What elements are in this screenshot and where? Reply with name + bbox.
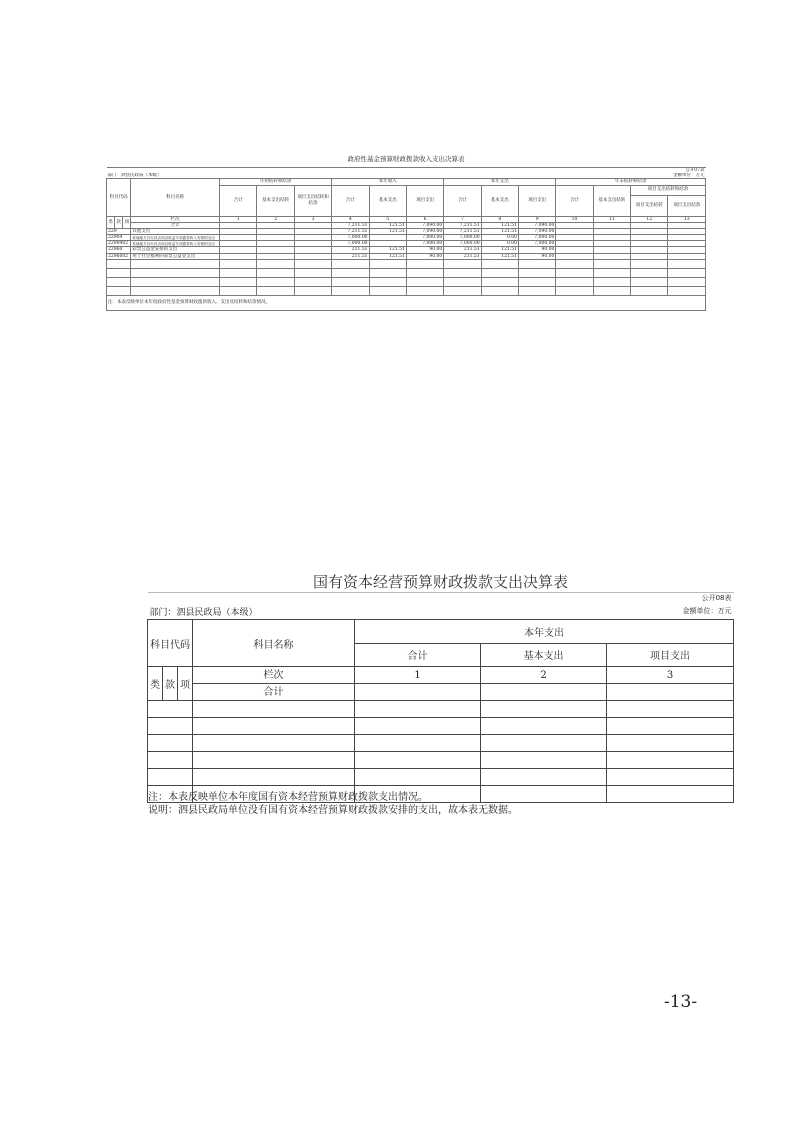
t1-val: 0.00	[481, 235, 518, 241]
t1-h-proj-carry: 项目支出结转	[631, 195, 668, 216]
t1-h-project-1: 项目支出	[406, 185, 443, 216]
table1-grp-expense: 本年支出	[444, 179, 556, 185]
table2-dept: 部门：泗县民政局（本级）	[148, 603, 481, 620]
t1-h-basic-carry: 基本支出结转	[257, 185, 294, 216]
t1-code: 22960	[107, 247, 131, 253]
table1-grp-begin: 年初结转和结余	[220, 179, 332, 185]
t1-colnum: 11	[593, 216, 630, 222]
t1-val: 211.51	[332, 247, 369, 253]
t1-total-cell: 7,090.00	[406, 222, 443, 228]
table1-grp-end: 年末结转和结余	[556, 179, 706, 185]
state-capital-table	[147, 570, 734, 803]
t1-h-total-1: 合计	[220, 185, 257, 216]
t1-h-proj-surplus: 项目支出结余	[668, 195, 706, 216]
t1-h-total-2: 合计	[332, 185, 369, 216]
t1-total-cell: 7,211.51	[332, 222, 369, 228]
t1-val: 0.00	[481, 241, 518, 247]
t1-val: 7,211.51	[332, 228, 369, 234]
t2-lanci: 栏次	[193, 667, 355, 684]
table1-unit: 金额单位：万元	[673, 173, 705, 179]
table1-form-no: 公开07表	[685, 168, 705, 173]
t2-h-total: 合计	[355, 643, 481, 667]
t1-h-project-2: 项目支出	[518, 185, 555, 216]
t1-colnum: 13	[668, 216, 706, 222]
t1-h-basic-1: 基本支出	[369, 185, 406, 216]
t1-lanci: 栏次	[131, 216, 220, 222]
t1-code: 2296002	[107, 253, 131, 259]
t1-total-cell: 121.51	[369, 222, 406, 228]
t1-h-total-4: 合计	[556, 185, 593, 216]
t1-val: 121.51	[481, 247, 518, 253]
t1-name: 彩票公益金安排的支出	[131, 247, 220, 253]
t1-name: 其他地方自行试点项目收益专项债券收入安排的支出	[131, 241, 220, 247]
t1-xiang: 项	[123, 216, 131, 228]
t1-val: 7,000.00	[518, 235, 555, 241]
t1-val: 7,000.00	[444, 241, 481, 247]
t2-lei: 类	[148, 667, 163, 701]
t1-val: 90.00	[406, 253, 443, 259]
table1-note: 注：本表反映单位本年度政府性基金预算财政拨款收入、支出及结转和结余情况。	[107, 295, 706, 310]
table1-col-code: 科目代码	[107, 179, 131, 216]
t2-heji: 合计	[193, 684, 355, 701]
t1-colnum: 1	[220, 216, 257, 222]
t1-val: 211.51	[444, 247, 481, 253]
t1-val: 7,090.00	[518, 228, 555, 234]
table2-notes	[148, 791, 518, 817]
t1-val: 90.00	[518, 247, 555, 253]
t1-total-cell: 7,090.00	[518, 222, 555, 228]
t1-h-total-3: 合计	[444, 185, 481, 216]
t1-val: 7,090.00	[406, 228, 443, 234]
t1-total-cell: 121.51	[481, 222, 518, 228]
t1-heji: 合计	[131, 222, 220, 228]
t1-h-proj-carryover: 项目支出结转和结余	[631, 185, 706, 195]
t1-colnum: 12	[631, 216, 668, 222]
page-number: -13-	[664, 992, 698, 1012]
t1-val: 211.51	[444, 253, 481, 259]
t2-colnum: 1	[355, 667, 481, 684]
t1-val: 211.51	[332, 253, 369, 259]
table2-grp-expense: 本年支出	[355, 620, 734, 644]
table2-note: 注：本表反映单位本年度国有资本经营预算财政拨款支出情况。	[148, 792, 428, 803]
gov-fund-table	[106, 153, 706, 311]
t1-val: 121.51	[481, 253, 518, 259]
t1-h-basic-2: 基本支出	[481, 185, 518, 216]
table2-form-no: 公开08表	[701, 594, 732, 602]
t1-val: 121.51	[369, 253, 406, 259]
t1-val: 90.00	[518, 253, 555, 259]
t1-val: 7,000.00	[332, 235, 369, 241]
t1-name: 用于社会福利的彩票公益金支出	[131, 253, 220, 259]
t1-kuan: 款	[115, 216, 123, 228]
t1-colnum: 2	[257, 216, 294, 222]
t1-val: 90.00	[406, 247, 443, 253]
t1-code: 2290402	[107, 241, 131, 247]
table1-title: 政府性基金预算财政拨款收入支出决算表	[107, 153, 706, 168]
t2-kuan: 款	[163, 667, 178, 701]
t1-val: 7,000.00	[406, 241, 443, 247]
table1-grp-income: 本年收入	[332, 179, 444, 185]
t1-val: 7,000.00	[406, 235, 443, 241]
t1-name: 其他地方自行试点项目收益专项债券收入安排的支出	[131, 235, 220, 241]
table2-explanation: 说明：泗县民政局单位没有国有资本经营预算财政拨款安排的支出，故本表无数据。	[148, 805, 518, 816]
t2-colnum: 3	[607, 667, 734, 684]
t1-val: 121.51	[369, 228, 406, 234]
table2-col-name: 科目名称	[193, 620, 355, 667]
t1-colnum: 5	[369, 216, 406, 222]
t1-colnum: 4	[332, 216, 369, 222]
table2-unit: 金额单位：万元	[607, 603, 734, 620]
t1-h-basic-carry-2: 基本支出结转	[593, 185, 630, 216]
t1-h-project-carry: 项目支出结转和结余	[294, 185, 331, 216]
t1-name: 其他支出	[131, 228, 220, 234]
table1-dept: 部门：泗县民政局（本级）	[107, 173, 162, 179]
t1-colnum: 8	[481, 216, 518, 222]
t1-val: 7,000.00	[444, 235, 481, 241]
t2-h-project: 项目支出	[607, 643, 734, 667]
t1-colnum: 3	[294, 216, 331, 222]
t1-lei: 类	[107, 216, 115, 228]
t1-val: 7,000.00	[332, 241, 369, 247]
t2-xiang: 项	[178, 667, 193, 701]
t1-total-cell: 7,211.51	[444, 222, 481, 228]
t1-val: 121.51	[369, 247, 406, 253]
t1-colnum: 9	[518, 216, 555, 222]
t1-val: 7,000.00	[518, 241, 555, 247]
t1-code: 22904	[107, 235, 131, 241]
t1-val: 121.51	[481, 228, 518, 234]
table2-title: 国有资本经营预算财政拨款支出决算表	[148, 570, 734, 593]
t2-colnum: 2	[481, 667, 607, 684]
t1-colnum: 6	[406, 216, 443, 222]
t2-h-basic: 基本支出	[481, 643, 607, 667]
t1-colnum: 7	[444, 216, 481, 222]
t1-colnum: 10	[556, 216, 593, 222]
table1-col-name: 科目名称	[131, 179, 220, 216]
t1-val: 7,211.51	[444, 228, 481, 234]
t1-code: 229	[107, 228, 131, 234]
table2-col-code: 科目代码	[148, 620, 193, 667]
